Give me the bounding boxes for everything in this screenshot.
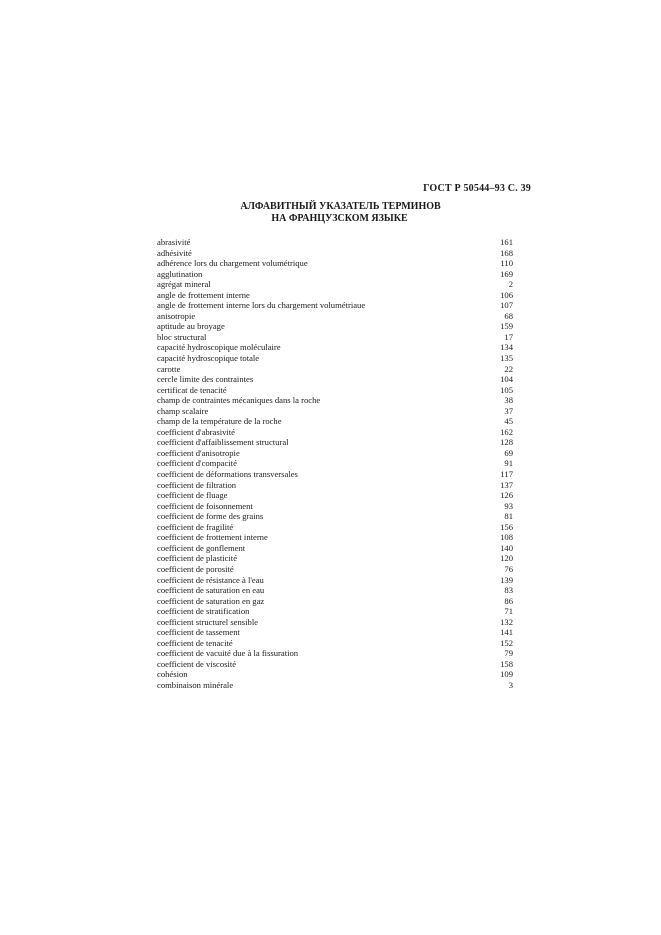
index-page-number: 107 [500,300,513,311]
index-page-number: 161 [500,237,513,247]
index-entry [157,300,513,311]
index-page-number: 152 [500,637,513,648]
index-page-number: 38 [504,395,513,406]
index-entry [157,606,513,617]
index-page-number: 68 [504,310,513,321]
index-term: aptitude au broyage [157,321,225,332]
index-entry [157,437,513,448]
index-page-number: 79 [504,648,513,659]
index-entry [157,448,513,459]
index-page-number: 110 [500,258,513,269]
index-entry [157,596,513,607]
index-term: coefficient de plasticité [157,553,238,564]
index-page-number: 168 [500,247,513,258]
index-term: agrégat mineral [157,279,211,290]
index-entry [157,669,513,680]
index-entry [157,532,513,543]
index-entry [157,659,513,670]
index-page-number: 158 [500,658,513,669]
index-term: coefficient de déformations transversales [157,469,298,480]
index-term: coefficient structurel sensible [157,616,259,627]
index-page-number: 83 [504,585,513,596]
index-entry [157,564,513,575]
index-page-number: 86 [504,595,513,606]
index-term: coefficient de viscosité [157,658,237,669]
index-entry [157,490,513,501]
index-entry [157,311,513,322]
document-id: ГОСТ Р 50544–93 С. 39 [423,183,531,194]
index-entry [157,290,513,301]
index-entry [157,269,513,280]
index-term: abrasivité [157,237,191,247]
index-entry [157,321,513,332]
index-term: champ scalaire [157,405,209,416]
index-page-number: 37 [504,405,513,416]
index-page-number: 117 [500,469,513,480]
index-page-number: 104 [500,374,513,385]
index-entry [157,342,513,353]
index-entry [157,648,513,659]
index-page-number: 106 [500,289,513,300]
index-entry [157,395,513,406]
index-entry [157,522,513,533]
index-page-number: 128 [500,437,513,448]
index-term: adhésivité [157,247,192,258]
index-entry [157,543,513,554]
index-page-number: 108 [500,532,513,543]
index-page-number: 120 [500,553,513,564]
index-page-number: 2 [508,279,513,290]
index-term: coefficient de résistance à l'eau [157,574,264,585]
index-term: anisotropie [157,310,196,321]
index-page-number: 17 [504,331,513,342]
index-page-number: 93 [504,500,513,511]
page-header [0,183,661,197]
index-entry [157,585,513,596]
index-term: coefficient d'abrasivité [157,426,235,437]
index-entry [157,279,513,290]
index-entry [157,553,513,564]
index-entry [157,469,513,480]
index-page-number: 141 [500,627,513,638]
index-term: coefficient de forme des grains [157,511,264,522]
index-term: coefficient de stratification [157,606,250,617]
index-entry [157,406,513,417]
index-page-number: 76 [504,563,513,574]
index-entry [157,638,513,649]
index-entry [157,385,513,396]
index-term: coefficient de tenacité [157,637,233,648]
index-title-line-1: АЛФАВИТНЫЙ УКАЗАТЕЛЬ ТЕРМИНОВ [240,201,441,212]
index-entry [157,258,513,269]
index-term: coefficient de fluage [157,490,228,501]
index-entry [157,480,513,491]
index-page-number: 81 [504,511,513,522]
index-term: carotte [157,363,181,374]
index-page-number: 137 [500,479,513,490]
index-entry [157,627,513,638]
index-page-number: 3 [508,679,513,690]
index-title [0,201,661,225]
index-term: certificat de tenacité [157,384,227,395]
index-entry [157,501,513,512]
index-term: coefficient de tassement [157,627,240,638]
index-entry [157,364,513,375]
index-entry [157,427,513,438]
index-term: coefficient de filtration [157,479,237,490]
index-term: coefficient d'compacité [157,458,237,469]
index-page-number: 109 [500,669,513,680]
term-index-list [157,237,513,691]
index-page-number: 135 [500,353,513,364]
index-term: coefficient d'affaiblissement structural [157,437,289,448]
index-term: coefficient de foisonnement [157,500,253,511]
index-term: angle de frottement interne [157,289,250,300]
index-entry [157,617,513,628]
index-page-number: 169 [500,268,513,279]
index-page-number: 132 [500,616,513,627]
index-entry [157,332,513,343]
index-term: cercle limite des contraintes [157,374,254,385]
index-entry [157,353,513,364]
index-term: coefficient de porosité [157,563,234,574]
index-entry [157,237,513,248]
index-term: agglutination [157,268,203,279]
index-page-number: 22 [504,363,513,374]
index-page-number: 140 [500,542,513,553]
index-page-number: 159 [500,321,513,332]
index-page-number: 134 [500,342,513,353]
index-entry [157,680,513,691]
index-entry [157,575,513,586]
index-entry [157,416,513,427]
index-term: coefficient de vacuité due à la fissuration [157,648,299,659]
index-term: angle de frottement interne lors du chargement volumétriaue [157,300,366,311]
index-page-number: 126 [500,490,513,501]
index-term: coefficient de saturation en gaz [157,595,265,606]
index-term: coefficient d'anisotropie [157,447,240,458]
index-term: capacité hydroscopique totale [157,353,260,364]
index-page-number: 139 [500,574,513,585]
index-term: coefficient de frottement interne [157,532,268,543]
index-entry [157,248,513,259]
index-page-number: 45 [504,416,513,427]
index-term: bloc structural [157,331,207,342]
index-page-number: 156 [500,521,513,532]
index-page-number: 105 [500,384,513,395]
index-page-number: 69 [504,447,513,458]
index-entry [157,458,513,469]
index-term: combinaison minérale [157,679,234,690]
index-term: coefficient de saturation en eau [157,585,265,596]
index-page-number: 91 [504,458,513,469]
index-title-line-2: НА ФРАНЦУЗСКОМ ЯЗЫКЕ [271,213,408,224]
index-entry [157,374,513,385]
index-term: champ de contraintes mécaniques dans la roche [157,395,321,406]
index-page-number: 162 [500,426,513,437]
index-term: champ de la température de la roche [157,416,282,427]
index-term: coefficient de gonflement [157,542,246,553]
index-term: capacité hydroscopique moléculaire [157,342,281,353]
index-term: adhérence lors du chargement volumétrique [157,258,308,269]
index-term: coefficient de fragilité [157,521,234,532]
index-term: cohésion [157,669,188,680]
index-entry [157,511,513,522]
index-page-number: 71 [504,606,513,617]
